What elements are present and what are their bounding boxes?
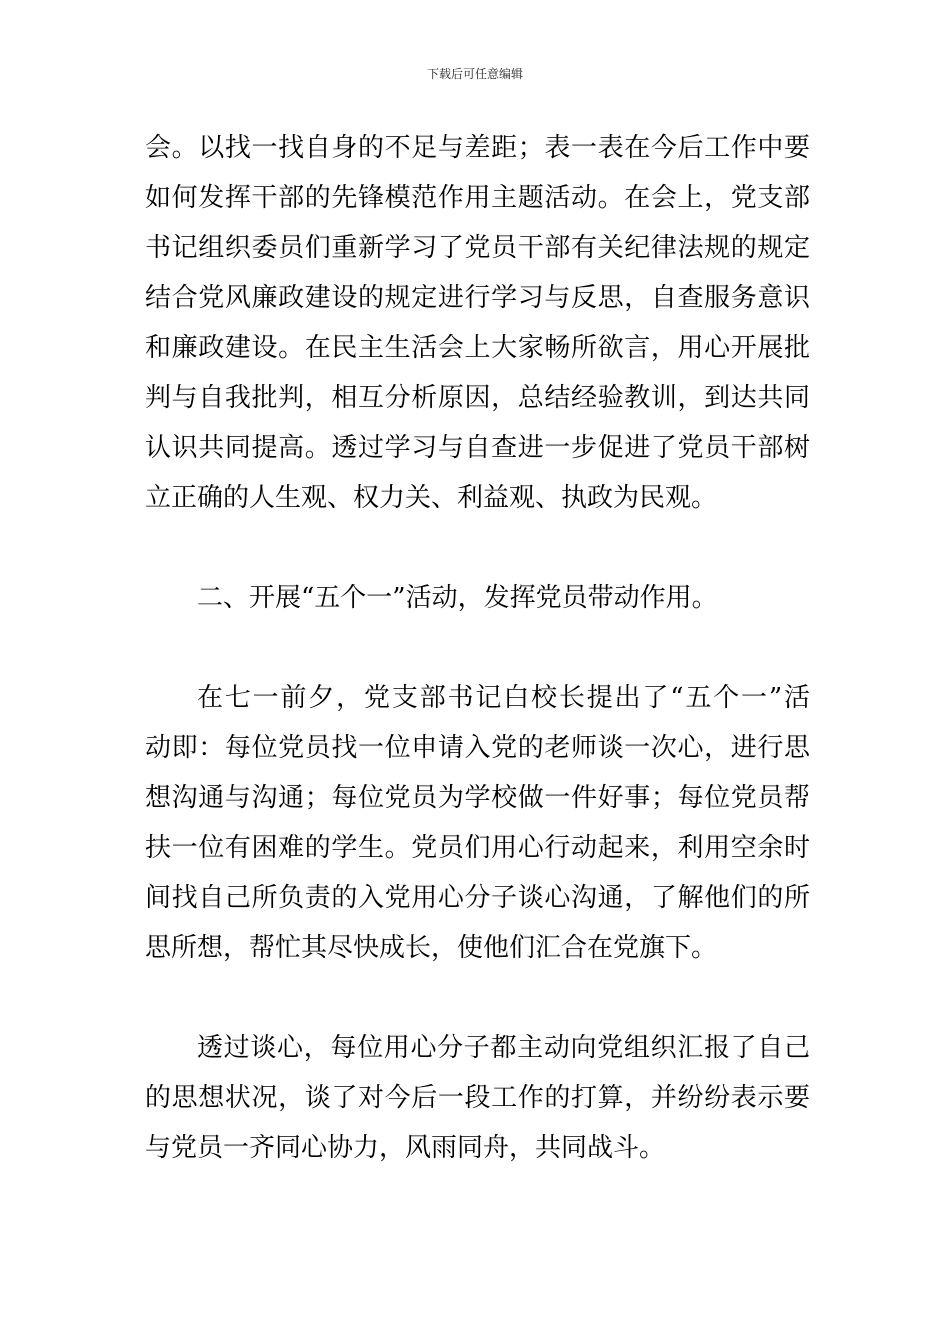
paragraph-3-line-2: 动即：每位党员找一位申请入党的老师谈一次心，进行思 [145, 733, 810, 763]
paragraph-1-line-4: 结合党风廉政建设的规定进行学习与反思，自查服务意识 [145, 283, 810, 313]
paragraph-4-line-1: 透过谈心，每位用心分子都主动向党组织汇报了自己 [197, 1033, 810, 1063]
paragraph-1-line-6: 判与自我批判，相互分析原因，总结经验教训，到达共同 [145, 383, 810, 413]
paragraph-1-line-5: 和廉政建设。在民主生活会上大家畅所欲言，用心开展批 [145, 333, 810, 363]
paragraph-1-line-8: 立正确的人生观、权力关、利益观、执政为民观。 [145, 483, 718, 513]
paragraph-4-line-3: 与党员一齐同心协力，风雨同舟，共同战斗。 [145, 1133, 666, 1163]
paragraph-3-line-3: 想沟通与沟通；每位党员为学校做一件好事；每位党员帮 [145, 783, 810, 813]
paragraph-3-line-4: 扶一位有困难的学生。党员们用心行动起来，利用空余时 [145, 833, 810, 863]
paragraph-1-line-1: 会。以找一找自身的不足与差距；表一表在今后工作中要 [145, 133, 810, 163]
paragraph-1-line-3: 书记组织委员们重新学习了党员干部有关纪律法规的规定 [145, 233, 810, 263]
paragraph-4-line-2: 的思想状况，谈了对今后一段工作的打算，并纷纷表示要 [145, 1083, 810, 1113]
paragraph-1-line-2: 如何发挥干部的先锋模范作用主题活动。在会上，党支部 [145, 183, 810, 213]
section-heading: 二、开展“五个一”活动，发挥党员带动作用。 [197, 583, 718, 613]
paragraph-1-line-7: 认识共同提高。透过学习与自查进一步促进了党员干部树 [145, 433, 810, 463]
paragraph-3-line-5: 间找自己所负责的入党用心分子谈心沟通，了解他们的所 [145, 883, 810, 913]
paragraph-3-line-1: 在七一前夕，党支部书记白校长提出了“五个一”活 [197, 683, 810, 713]
header-note: 下载后可任意编辑 [426, 67, 523, 81]
paragraph-3-line-6: 思所想，帮忙其尽快成长，使他们汇合在党旗下。 [145, 933, 718, 963]
